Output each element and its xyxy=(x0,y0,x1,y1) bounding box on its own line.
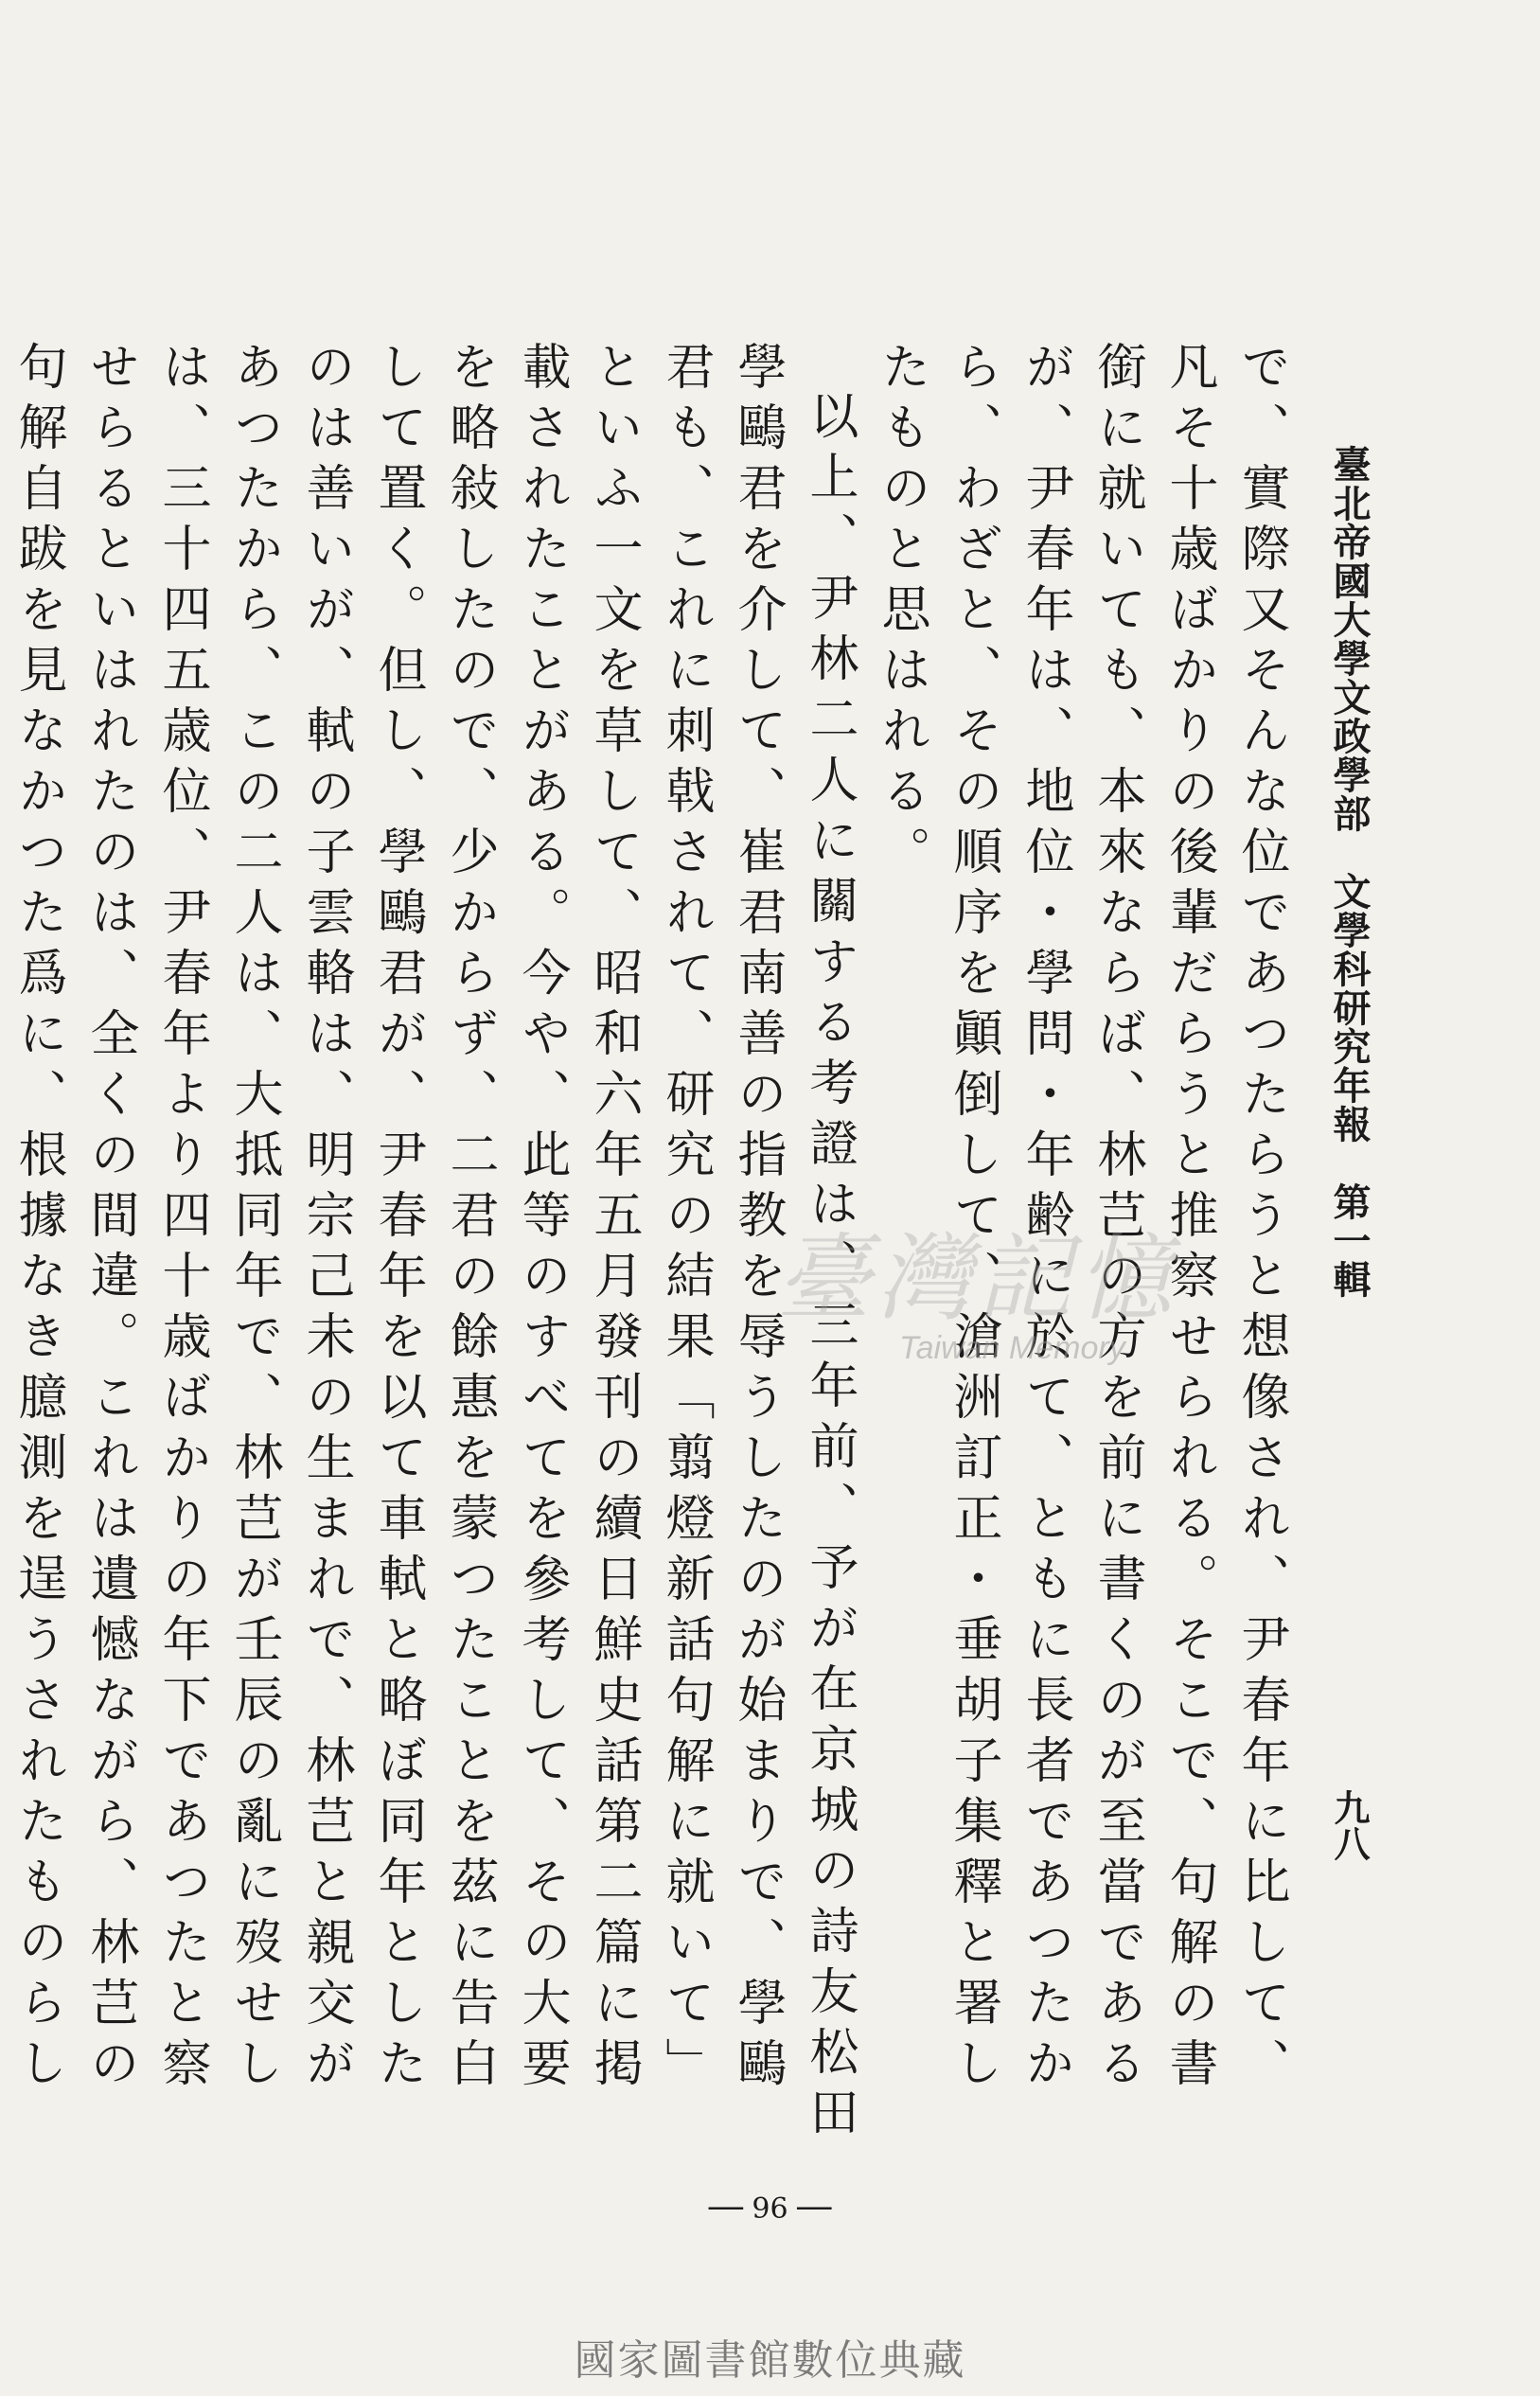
library-footer: 國家圖書館數位典藏 xyxy=(574,2336,966,2385)
page-number-kanji: 九八 xyxy=(1328,1789,1370,1861)
watermark-logo: 臺灣記憶 xyxy=(776,1223,1177,1334)
paragraph-2: 以上、尹林二人に關する考證は、三年前、予が在京城の詩友松田學鷗君を介して、崔君南善の指教を辱うしたのが始まりで、學鷗君も、これに刺戟されて、研究の結果「翦燈新話句解に就いて」といふ一文を草して、昭和六年五月發刊の續日鮮史話第二篇に掲載されたことがある。今や、此等のすべてを參考して、その大要を略敍したので、少からず、二君の餘惠を蒙つたことを茲に告白して置く。但し、學鷗君が、尹春年を以て車軾と略ぼ同年としたのは善いが、軾の子雲輅は、明宗己未の生まれで、林芑と親交があつたから、この二人は、大抵同年で、林芑が壬辰の亂に歿せしは、三十四五歳位、尹春年より四十歳ばかりの年下であつたと察せらるといはれたのは、全くの間違。これは遺憾ながら、林芑の句解自跋を見なかつた爲に、根據なき臆測を逞うされたものらし xyxy=(9,341,858,2147)
paragraph-1: で、實際又そんな位であつたらうと想像され、尹春年に比して、凡そ十歳ばかりの後輩だらうと推察せられる。そこで、句解の書銜に就いても、本來ならば、林芑の方を前に書くのが至當であるが、尹春年は、地位・學問・年齢に於て、ともに長者であつたから、わざと、その順序を顚倒して、滄洲訂正・垂胡子集釋と署したものと思はれる。 xyxy=(873,341,1289,2098)
running-header: 臺北帝國大學文政學部 文學科研究年報 第一輯 xyxy=(1327,445,1371,1299)
page-number: ── 96 ── xyxy=(708,2192,832,2226)
watermark-subtitle: Taiwan Memory xyxy=(899,1330,1125,1366)
